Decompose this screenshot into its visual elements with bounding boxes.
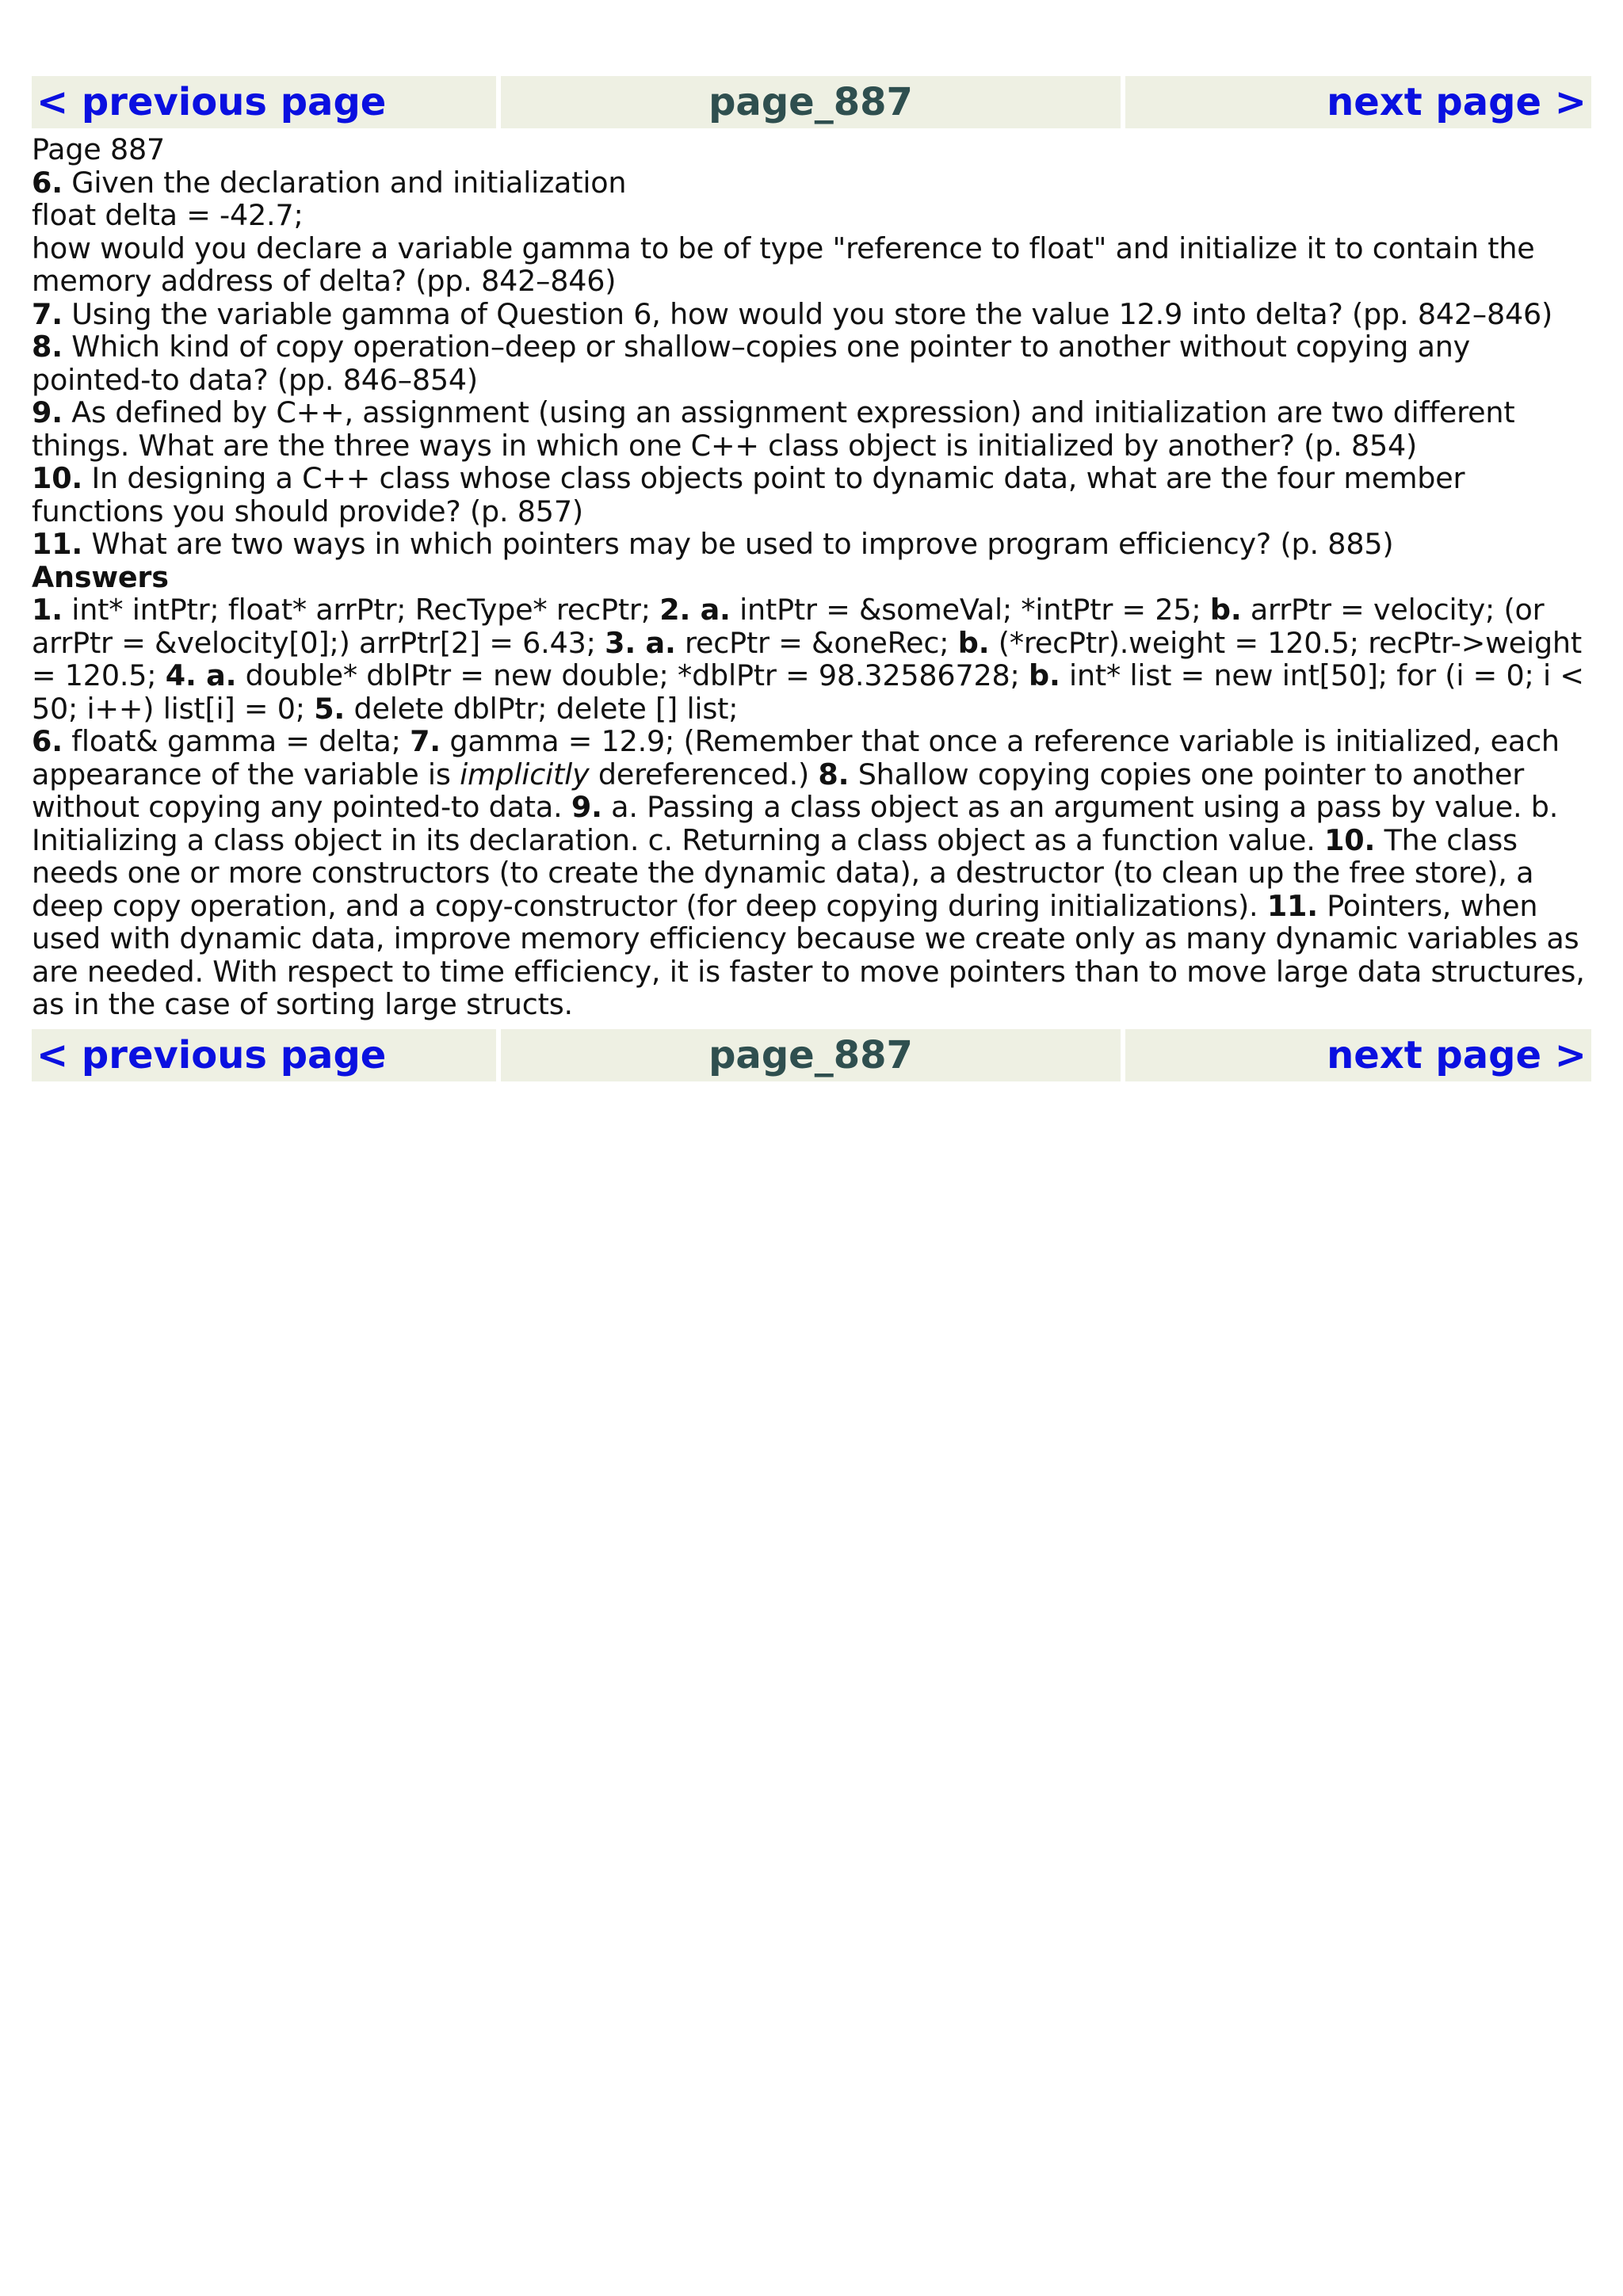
answer-9-number: 9. (571, 790, 602, 824)
answer-6-text: float& gamma = delta; (62, 724, 411, 758)
answer-3a-number: 3. a. (605, 625, 676, 660)
top-next-page-link[interactable]: next page > (1327, 80, 1587, 124)
question-11 (32, 528, 1591, 561)
answer-1-number: 1. (32, 593, 63, 627)
answer-5-number: 5. (314, 691, 346, 726)
question-6-line1: Given the declaration and initialization (62, 165, 627, 200)
answers-heading (32, 561, 1591, 594)
question-8-text: Which kind of copy operation–deep or shallow–copies one pointer to another without copying any pointed-to data? (pp. 846–854) (32, 330, 1471, 397)
bottom-nav-next-cell (1125, 1029, 1591, 1081)
page-wrapper (32, 76, 1591, 1081)
question-11-text: What are two ways in which pointers may be used to improve program efficiency? (p. 885) (82, 527, 1394, 561)
question-7-number: 7. (32, 296, 63, 331)
answer-7-text: gamma = 12.9; (Remember that once a reference variable is initialized, each appearance of the variable is (32, 724, 1560, 791)
bottom-page-label: page_887 (708, 1032, 913, 1077)
answer-8-number: 8. (818, 757, 850, 791)
top-nav-previous-cell (32, 76, 496, 128)
answers-block-2 (32, 725, 1591, 1021)
answer-4b-number: b. (1029, 658, 1060, 692)
top-nav-page-cell (501, 76, 1121, 128)
answer-7-italic: implicitly (460, 757, 590, 791)
answer-4a-text: double* dblPtr = new double; *dblPtr = 98.32586728; (236, 658, 1029, 692)
answer-2b-text: arrPtr = velocity; (or arrPtr = &velocity[0];) arrPtr[2] = 6.43; (32, 593, 1545, 660)
top-page-label: page_887 (708, 80, 913, 124)
question-10-text: In designing a C++ class whose class objects point to dynamic data, what are the four member functions you should provide? (p. 857) (32, 461, 1465, 528)
question-9 (32, 396, 1591, 462)
answer-9-text: a. Passing a class object as an argument using a pass by value. b. Initializing a class object in its declaration. c. Returning a class object as a function value. (32, 790, 1559, 857)
answer-2a-text: intPtr = &someVal; *intPtr = 25; (730, 593, 1210, 627)
question-8-number: 8. (32, 330, 63, 364)
question-9-text: As defined by C++, assignment (using an assignment expression) and initialization are two different things. What are the three ways in which one C++ class object is initialized by another? (p. 854) (32, 395, 1515, 463)
top-previous-page-link[interactable]: < previous page (36, 80, 387, 124)
answer-3a-text: recPtr = &oneRec; (675, 625, 958, 660)
bottom-navigation-bar (32, 1029, 1591, 1081)
bottom-nav-page-cell (501, 1029, 1121, 1081)
top-nav-next-cell (1125, 76, 1591, 128)
page-content (32, 128, 1591, 1029)
answer-4a-number: 4. a. (165, 658, 237, 692)
question-7 (32, 298, 1591, 331)
answers-heading-text: Answers (32, 559, 169, 594)
question-7-text: Using the variable gamma of Question 6, how would you store the value 12.9 into delta? (pp. 842–846) (62, 296, 1553, 331)
page-heading: Page 887 (32, 132, 166, 166)
answer-2b-number: b. (1209, 593, 1242, 627)
bottom-previous-page-link[interactable]: < previous page (36, 1032, 387, 1077)
answer-5-text: delete dblPtr; delete [] list; (345, 691, 739, 726)
bottom-next-page-link[interactable]: next page > (1327, 1032, 1587, 1077)
top-navigation-bar (32, 76, 1591, 128)
answer-3b-text: (*recPtr).weight = 120.5; recPtr->weight = 120.5; (32, 625, 1582, 692)
question-6-number: 6. (32, 165, 63, 200)
answer-10-text: The class needs one or more constructors (to create the dynamic data), a destructor (to clean up the free store), a deep copy operation, and a copy-constructor (for deep copying during initializations). (32, 822, 1534, 923)
answer-10-number: 10. (1324, 822, 1376, 857)
answer-7-number: 7. (410, 724, 441, 758)
answer-8-text: Shallow copying copies one pointer to another without copying any pointed-to data. (32, 757, 1525, 824)
question-6-body: how would you declare a variable gamma to be of type "reference to float" and initialize it to contain the memory address of delta? (pp. 842–846) (32, 231, 1535, 298)
question-10-number: 10. (32, 461, 83, 495)
answer-4b-text: int* list = new int[50]; for (i = 0; i < 50; i++) list[i] = 0; (32, 658, 1584, 726)
answer-11-text: Pointers, when used with dynamic data, improve memory efficiency because we create only as many dynamic variables as are needed. With respect to time efficiency, it is faster to move pointers than to move large data structures, as in the case of sorting large structs. (32, 888, 1585, 1021)
question-11-number: 11. (32, 527, 83, 561)
answers-block-1 (32, 593, 1591, 725)
answer-7-text-end: dereferenced.) (589, 757, 819, 791)
answer-1-text: int* intPtr; float* arrPtr; RecType* recPtr; (62, 593, 660, 627)
question-8 (32, 330, 1591, 396)
question-6-declaration: float delta = -42.7; (32, 198, 304, 232)
question-9-number: 9. (32, 395, 63, 429)
question-10 (32, 462, 1591, 528)
bottom-nav-previous-cell (32, 1029, 496, 1081)
answer-2a-number: 2. a. (659, 593, 731, 627)
answer-11-number: 11. (1266, 888, 1318, 923)
answer-3b-number: b. (957, 625, 990, 660)
answer-6-number: 6. (32, 724, 63, 758)
question-6 (32, 166, 1591, 200)
